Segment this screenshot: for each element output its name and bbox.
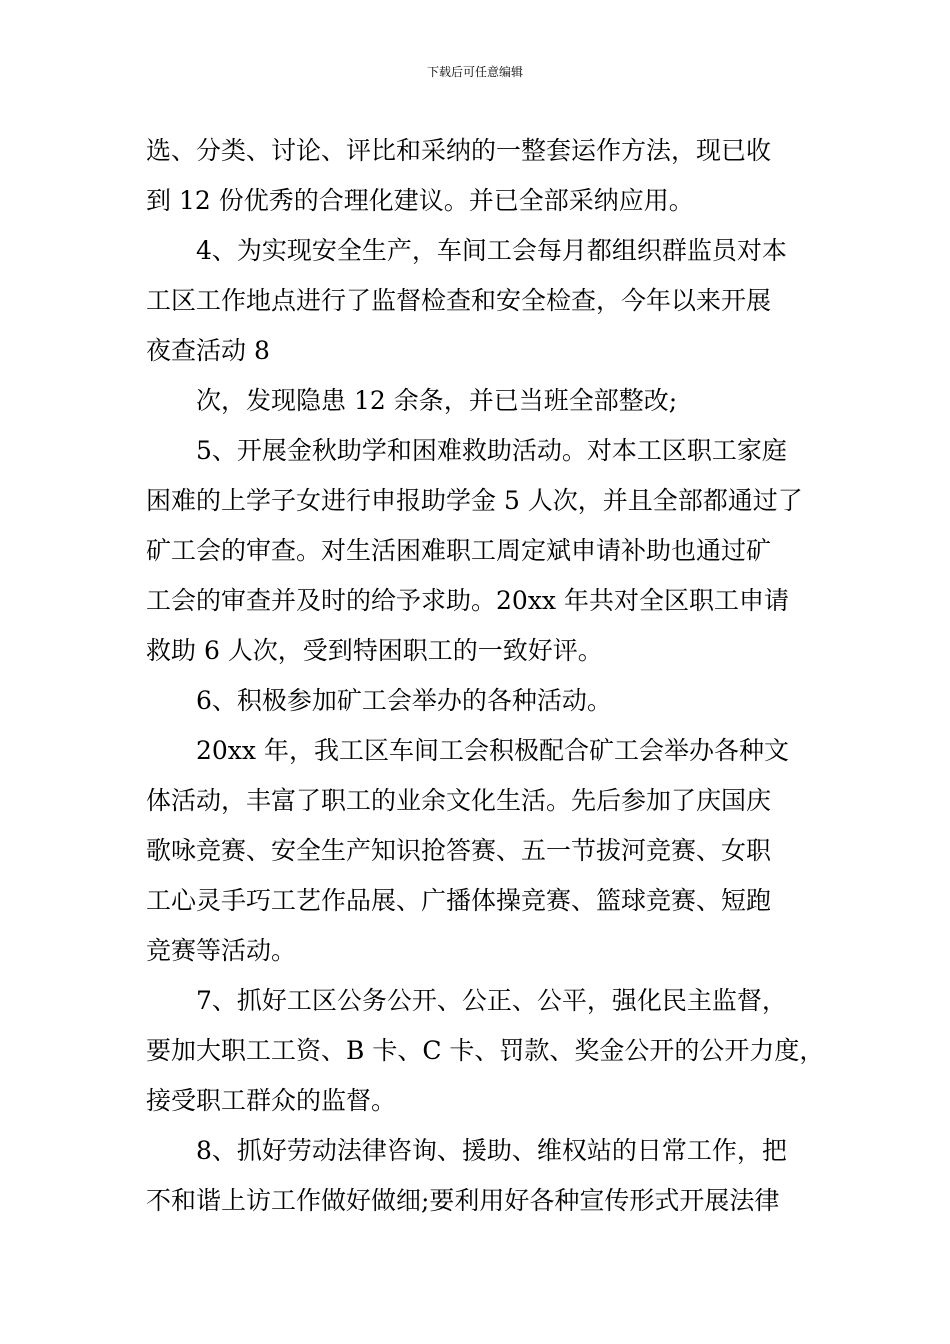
text-line: 到 12 份优秀的合理化建议。并已全部采纳应用。 (146, 186, 694, 215)
text-line: 困难的上学子女进行申报助学金 5 人次，并且全部都通过了 (146, 486, 803, 515)
page-header: 下载后可任意编辑 (426, 65, 523, 79)
text-line: 不和谐上访工作做好做细;要利用好各种宣传形式开展法律 (146, 1186, 780, 1215)
text-line: 次，发现隐患 12 余条，并已当班全部整改; (196, 386, 678, 415)
text-line: 矿工会的审查。对生活困难职工周定斌申请补助也通过矿 (146, 536, 772, 565)
text-line: 夜查活动 8 (146, 336, 270, 365)
text-line: 8、抓好劳动法律咨询、援助、维权站的日常工作，把 (196, 1136, 787, 1165)
text-line: 竞赛等活动。 (146, 936, 297, 965)
text-line: 20xx 年，我工区车间工会积极配合矿工会举办各种文 (196, 736, 789, 765)
text-line: 4、为实现安全生产，车间工会每月都组织群监员对本 (196, 236, 787, 265)
text-line: 5、开展金秋助学和困难救助活动。对本工区职工家庭 (196, 436, 787, 465)
text-line: 7、抓好工区公务公开、公正、公平，强化民主监督， (196, 986, 787, 1015)
text-line: 6、积极参加矿工会举办的各种活动。 (196, 686, 612, 715)
text-line: 体活动，丰富了职工的业余文化生活。先后参加了庆国庆 (146, 786, 772, 815)
document-body (146, 126, 825, 1226)
text-line: 接受职工群众的监督。 (146, 1086, 397, 1115)
text-line: 工区工作地点进行了监督检查和安全检查，今年以来开展 (146, 286, 772, 315)
text-line: 要加大职工工资、B 卡、C 卡、罚款、奖金公开的公开力度， (146, 1036, 825, 1065)
text-line: 歌咏竞赛、安全生产知识抢答赛、五一节拔河竞赛、女职 (146, 836, 772, 865)
text-line: 工心灵手巧工艺作品展、广播体操竞赛、篮球竞赛、短跑 (146, 886, 772, 915)
text-line: 工会的审查并及时的给予求助。20xx 年共对全区职工申请 (146, 586, 789, 615)
text-line: 选、分类、讨论、评比和采纳的一整套运作方法，现已收 (146, 136, 772, 165)
text-line: 救助 6 人次，受到特困职工的一致好评。 (146, 636, 603, 665)
